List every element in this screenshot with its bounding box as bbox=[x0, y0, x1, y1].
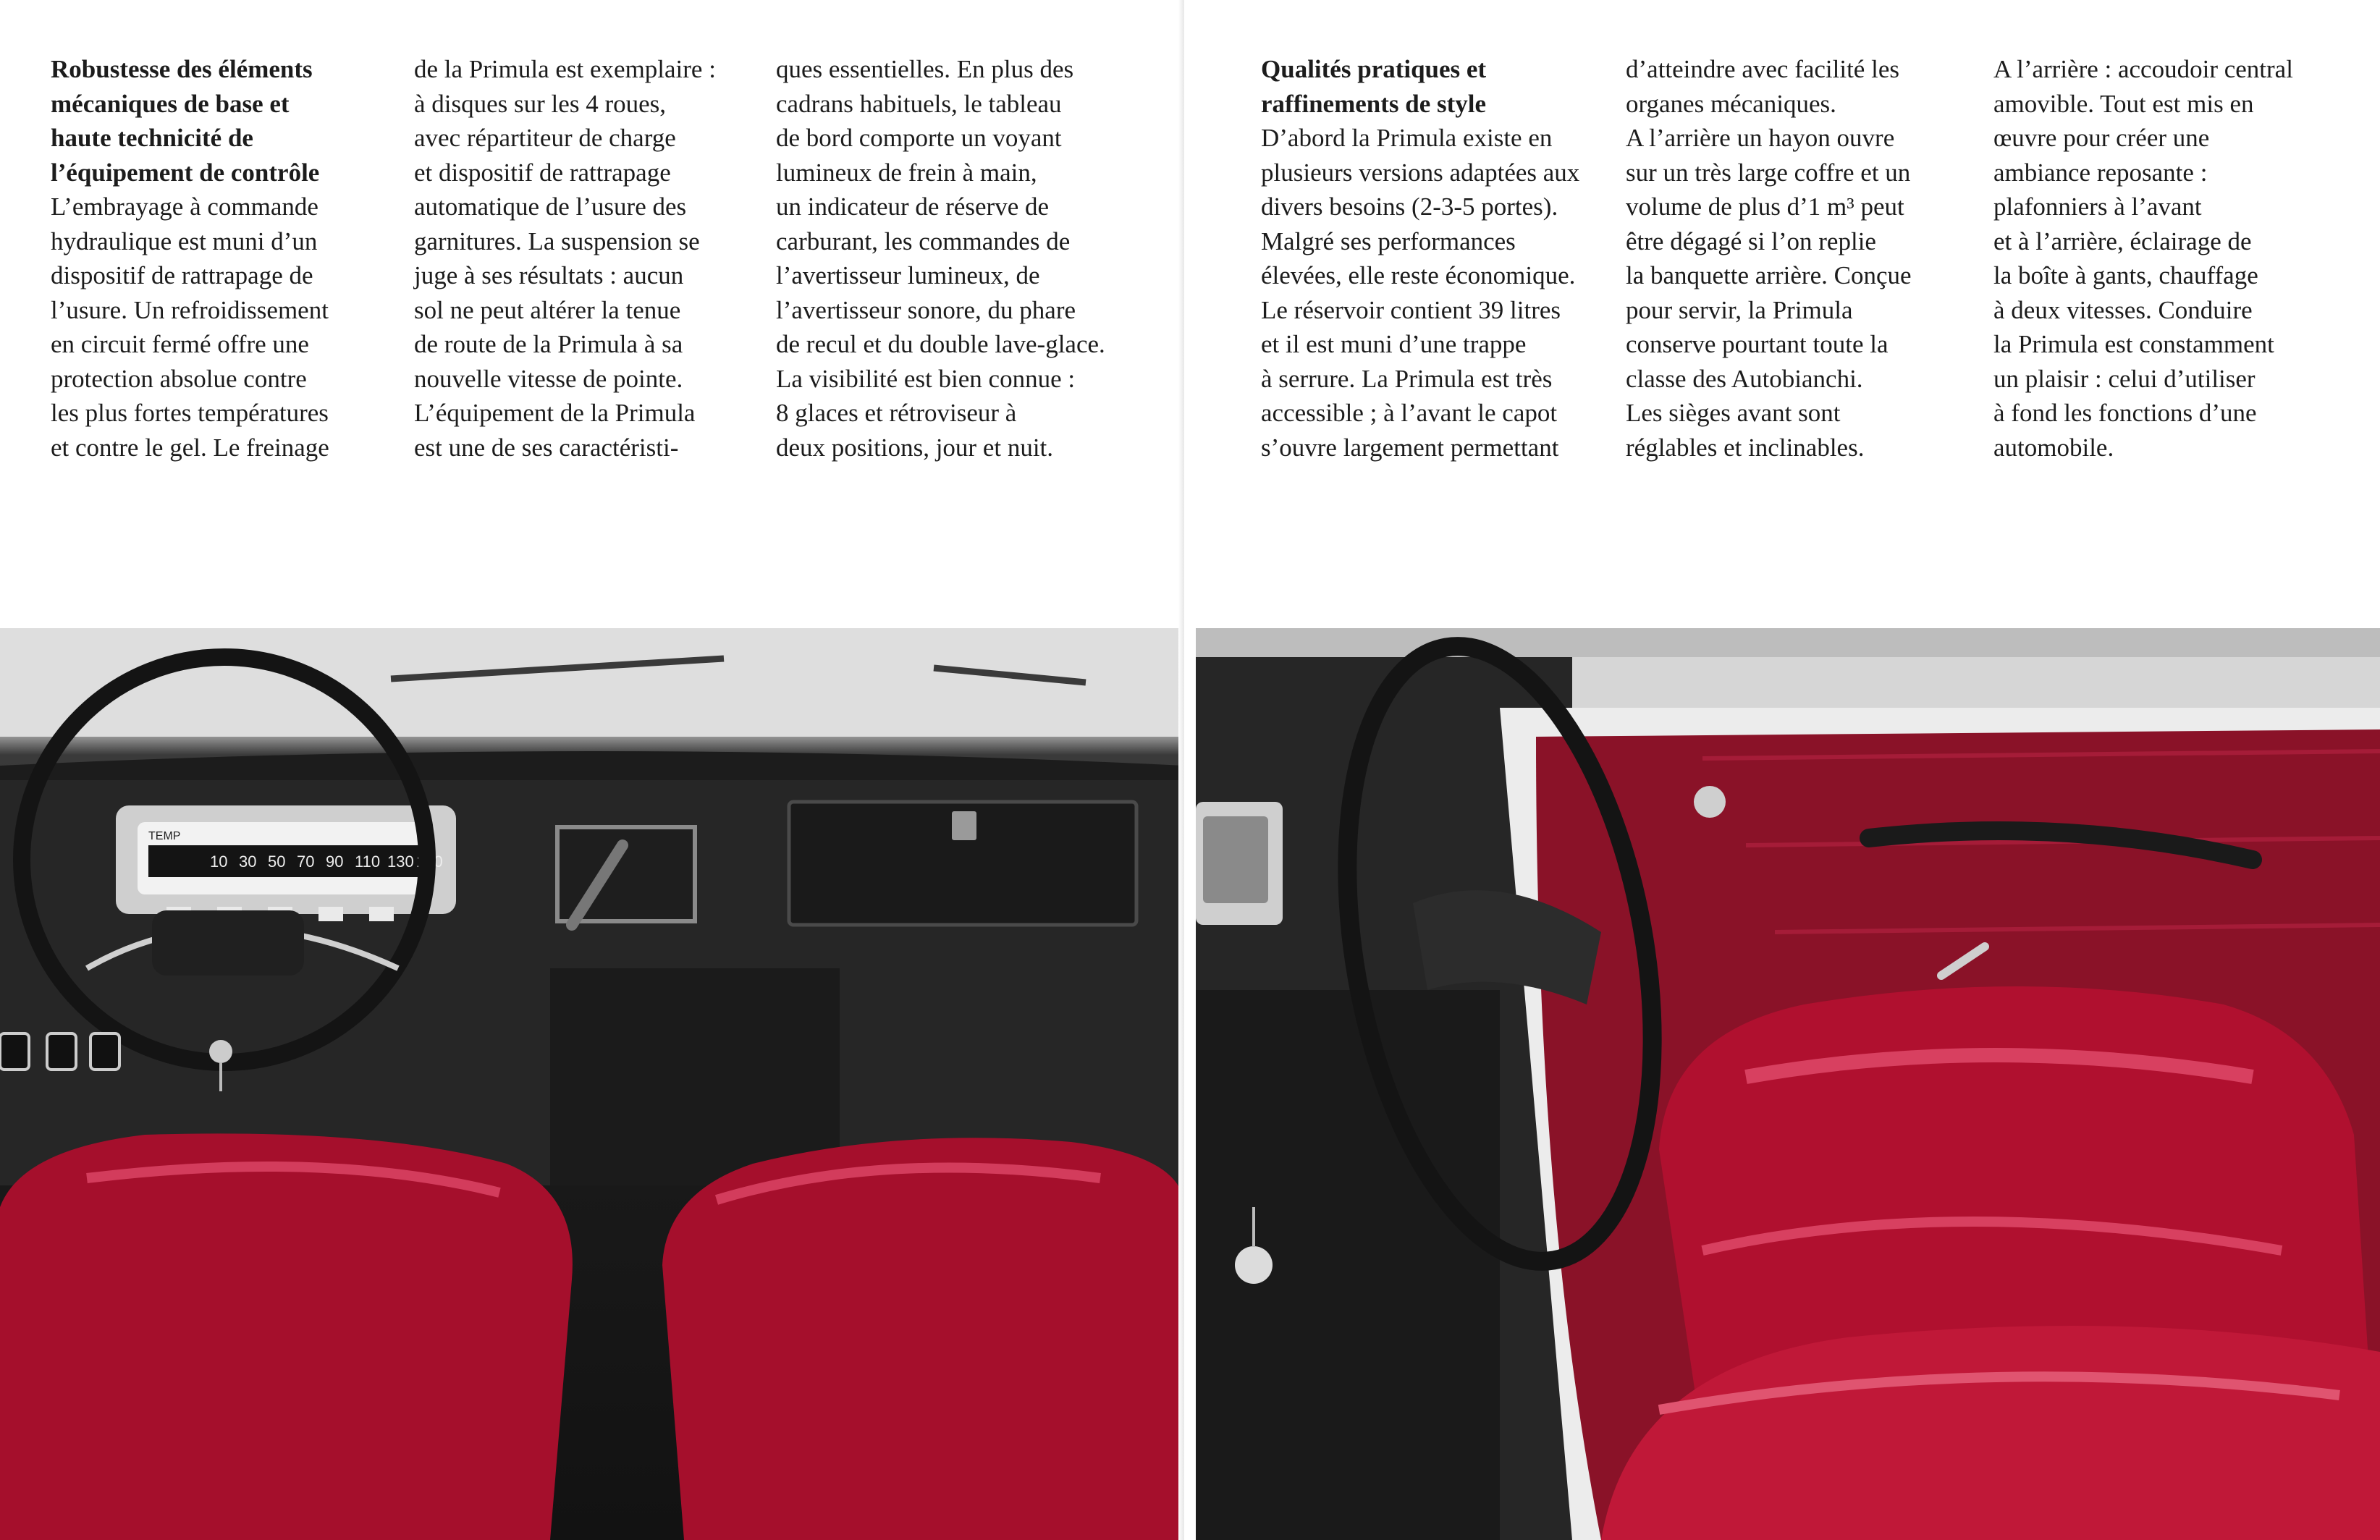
right-column-3 bbox=[1993, 52, 2355, 465]
left-column-3 bbox=[776, 52, 1160, 465]
right-column-1 bbox=[1261, 52, 1608, 465]
left-page bbox=[0, 0, 1184, 1540]
svg-text:30: 30 bbox=[239, 852, 257, 871]
svg-text:110: 110 bbox=[355, 852, 381, 871]
dashboard-photo bbox=[0, 628, 1184, 1540]
svg-text:150: 150 bbox=[416, 852, 443, 871]
interior-photo bbox=[1196, 628, 2380, 1540]
svg-text:10: 10 bbox=[210, 852, 228, 871]
body-text: A l’arrière : accoudoir central amovible. Tout est mis en œuvre pour créer une ambiance reposante : plafonniers à l’avant et à l’arrière, éclairage de la boîte à gants, chauffage à deux vitesses. Conduire la Primula est constamment un plaisir : celui d’utiliser à fond les fonctions d’une automobile. bbox=[1993, 55, 2293, 462]
body-text: ques essentielles. En plus des cadrans habituels, le tableau de bord comporte un voyant lumineux de frein à main, un indicateur de réserve de carburant, les commandes de l’avertisseur lumineux, de l’avertisseur sonore, du phare de recul et du double lave-glace. La visibilité est bien connue : 8 glaces et rétroviseur à deux positions, jour et nuit. bbox=[776, 55, 1105, 462]
right-page bbox=[1184, 0, 2380, 1540]
right-column-2 bbox=[1626, 52, 1959, 465]
body-text: L’embrayage à commande hydraulique est muni d’un dispositif de rattrapage de l’usure. Un refroidissement en circuit fermé offre une protection absolue contre les plus fortes températures et contre le gel. Le freinage bbox=[51, 192, 329, 462]
svg-text:50: 50 bbox=[268, 852, 286, 871]
body-text: D’abord la Primula existe en plusieurs versions adaptées aux divers besoins (2-3-5 portes). Malgré ses performances élevées, elle reste économique. Le réservoir contient 39 litres et il est muni d’une trappe à serrure. La Primula est très accessible ; à l’avant le capot s’ouvre largement permettant bbox=[1261, 124, 1580, 462]
left-column-2 bbox=[414, 52, 754, 465]
body-text: d’atteindre avec facilité les organes mécaniques. A l’arrière un hayon ouvre sur un très large coffre et un volume de plus d’1 m³ peut être dégagé si l’on replie la banquette arrière. Conçue pour servir, la Primula conserve pourtant toute la classe des Autobianchi. Les sièges avant sont réglables et inclinables. bbox=[1626, 55, 1912, 462]
interior-illustration bbox=[1196, 628, 2380, 1540]
dashboard-illustration bbox=[0, 628, 1184, 1540]
svg-text:130: 130 bbox=[387, 852, 414, 871]
left-column-1 bbox=[51, 52, 369, 465]
temp-gauge-label: TEMP bbox=[148, 830, 181, 842]
body-text: de la Primula est exemplaire : à disques sur les 4 roues, avec répartiteur de charge et dispositif de rattrapage automatique de l’usure des garnitures. La suspension se juge à ses résultats : aucun sol ne peut altérer la tenue de route de la Primula à sa nouvelle vitesse de pointe. L’équipement de la Primula est une de ses caractéristi- bbox=[414, 55, 716, 462]
speedometer-scale bbox=[210, 852, 443, 871]
svg-text:70: 70 bbox=[297, 852, 315, 871]
section-heading: Qualités pratiques et raffinements de style bbox=[1261, 55, 1487, 118]
svg-text:90: 90 bbox=[326, 852, 344, 871]
section-heading: Robustesse des éléments mécaniques de base et haute technicité de l’équipement de contrôle bbox=[51, 55, 320, 187]
